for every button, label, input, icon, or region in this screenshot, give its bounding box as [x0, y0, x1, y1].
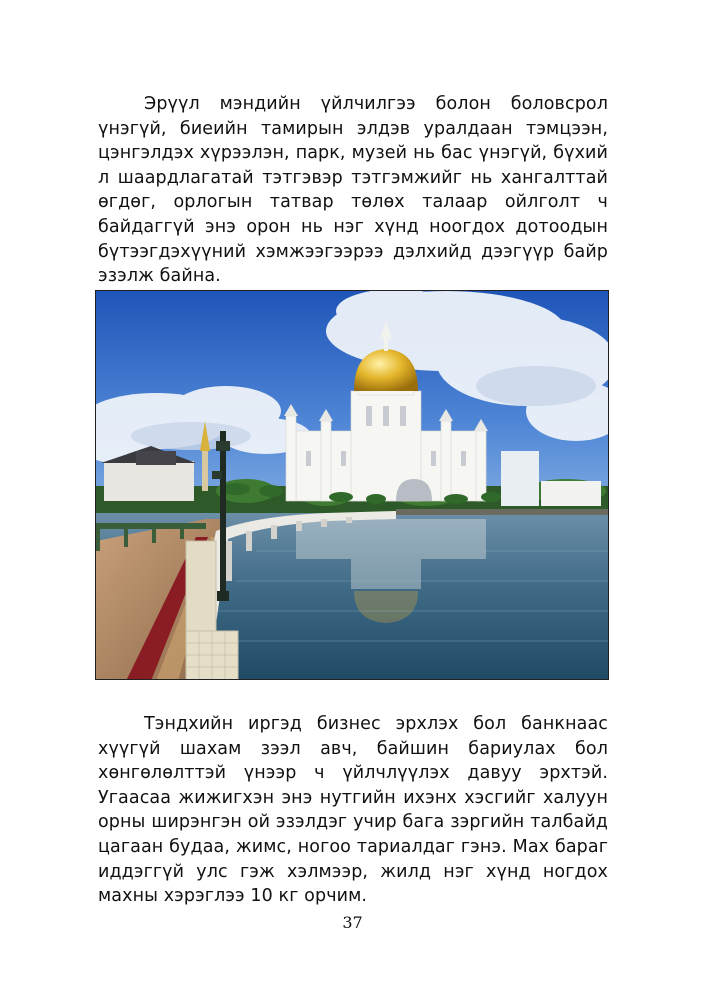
page-number: 37 [342, 913, 363, 932]
mosque-photo [95, 290, 609, 680]
paragraph-2: Тэндхийн иргэд бизнес эрхлэх бол банкнаас хүүгүй шахам зээл авч, байшин бариулах бол хөнгөлөлттэй үнээр ч үйлчлүүлэх давуу эрхтэй. Угаасаа жижигхэн энэ нутгийн ихэнх хэсгийг халуун орны ширэнгэн ой эзэлдэг учир бага зэргийн талбайд цагаан будаа, жимс, ногоо тариалдаг гэнэ. Мах бараг иддэггүй улс гэж хэлмээр, жилд нэг хүнд ногдох махны хэрэглээ 10 кг орчим. [98, 714, 608, 907]
paragraph-1: Эрүүл мэндийн үйлчилгээ болон боловсрол үнэгүй, биеийн тамирын элдэв уралдаан тэмцээн, цэнгэлдэх хүрээлэн, парк, музей нь бас үнэгүй, бүхий л шаардлагатай тэтгэвэр тэтгэмжийг нь хангалттай өгдөг, орлогын татвар төлөх талаар ойлголт ч байдаггүй энэ орон нь нэг хүнд ноогдох дотоодын бүтээгдэхүүний хэмжээгээрээ дэлхийд дээгүүр байр эзэлж байна. [98, 94, 608, 287]
mosque-lagoon-illustration [96, 291, 609, 680]
